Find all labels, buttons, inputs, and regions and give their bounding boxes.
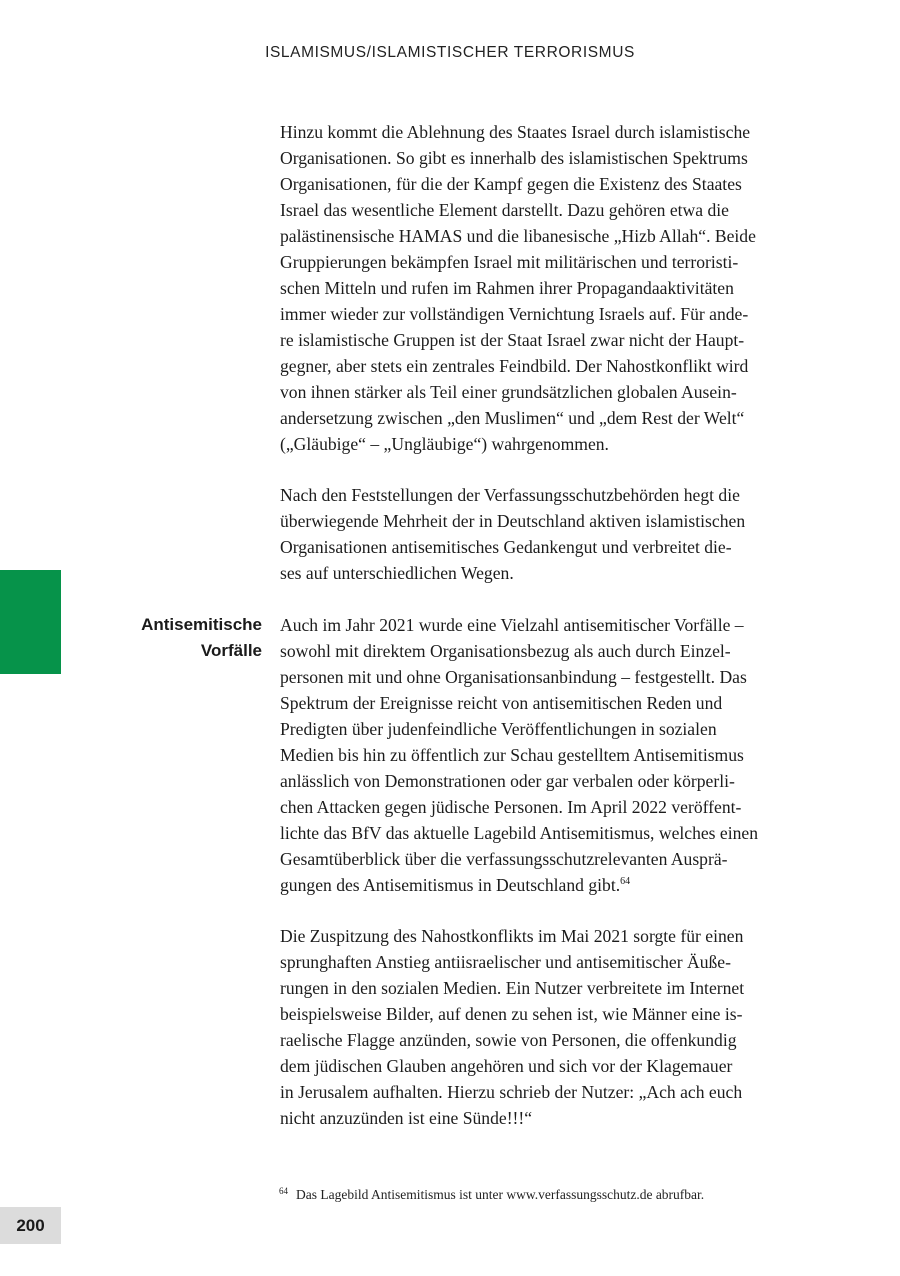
- paragraph-israel-rejection: [280, 119, 777, 457]
- side-heading-line-1: Antisemitische: [141, 615, 262, 634]
- page-number: 200: [0, 1207, 61, 1244]
- paragraph-antisemitic-incidents: [280, 612, 777, 898]
- footnote: [279, 1187, 799, 1203]
- paragraph-text: Hinzu kommt die Ablehnung des Staates Israel durch islamistische Organisationen. So gibt es innerhalb des islamistischen Spektrums Organisationen, für die der Kampf gegen die Existenz des Staates Israel das wesentliche Element darstellt. Dazu gehören etwa die palästinensische HAMAS und die libanesische „Hizb Allah“. Beide Gruppierungen bekämpfen Israel mit militärischen und terroristi- schen Mitteln und rufen im Rahmen ihrer Propagandaaktivitäten immer wieder zur vollständigen Vernichtung Israels auf. Für ande- re islamistische Gruppen ist der Staat Israel zwar nicht der Haupt- gegner, aber stets ein zentrales Feindbild. Der Nahostkonflikt wird von ihnen stärker als Teil einer grundsätzlichen globalen Ausein- andersetzung zwischen „den Muslimen“ und „dem Rest der Welt“ („Gläubige“ – „Ungläubige“) wahrgenommen.: [280, 122, 756, 454]
- side-heading-line-2: Vorfälle: [200, 641, 262, 660]
- paragraph-text: Nach den Feststellungen der Verfassungsschutzbehörden hegt die überwiegende Mehrheit der in Deutschland aktiven islamistischen Organisationen antisemitisches Gedankengut und verbreitet die- ses auf unterschiedlichen Wegen.: [280, 485, 746, 583]
- footnote-number: 64: [279, 1185, 288, 1196]
- paragraph-text: Die Zuspitzung des Nahostkonflikts im Mai 2021 sorgte für einen sprunghaften Anstieg antiisraelischer und antisemitischer Äuße- rungen in den sozialen Medien. Ein Nutzer verbreitete im Internet beispielsweise Bilder, auf denen zu sehen ist, wie Männer eine is- raelische Flagge anzünden, sowie von Personen, die offenkundig dem jüdischen Glauben angehören und sich vor der Klagemauer in Jerusalem aufhalten. Hierzu schrieb der Nutzer: „Ach ach euch nicht anzuzünden ist eine Sünde!!!“: [280, 926, 745, 1128]
- paragraph-verfassungsschutz-findings: [280, 482, 777, 586]
- side-heading: [100, 612, 262, 664]
- footnote-text: Das Lagebild Antisemitismus ist unter www.verfassungsschutz.de abrufbar.: [296, 1187, 705, 1202]
- paragraph-text: [280, 612, 777, 898]
- running-header: ISLAMISMUS/ISLAMISTISCHER TERRORISMUS: [265, 44, 635, 61]
- chapter-marker-tab: [0, 570, 61, 674]
- paragraph-body: Auch im Jahr 2021 wurde eine Vielzahl antisemitischer Vorfälle – sowohl mit direktem Organisationsbezug als auch durch Einzel- personen mit und ohne Organisationsanbindung – festgestellt. Das Spektrum der Ereignisse reicht von antisemitischen Reden und Predigten über judenfeindliche Veröffentlichungen in sozialen Medien bis hin zu öffentlich zur Schau gestelltem Antisemitismus anlässlich von Demonstrationen oder gar verbalen oder körperli- chen Attacken gegen jüdische Personen. Im April 2022 veröffent- lichte das BfV das aktuelle Lagebild Antisemitismus, welches einen Gesamtüberblick über die verfassungsschutzrelevanten Ausprä- gungen des Antisemitismus in Deutschland gibt.: [280, 615, 759, 895]
- paragraph-nahost-escalation: [280, 923, 777, 1131]
- footnote-reference[interactable]: 64: [620, 876, 631, 888]
